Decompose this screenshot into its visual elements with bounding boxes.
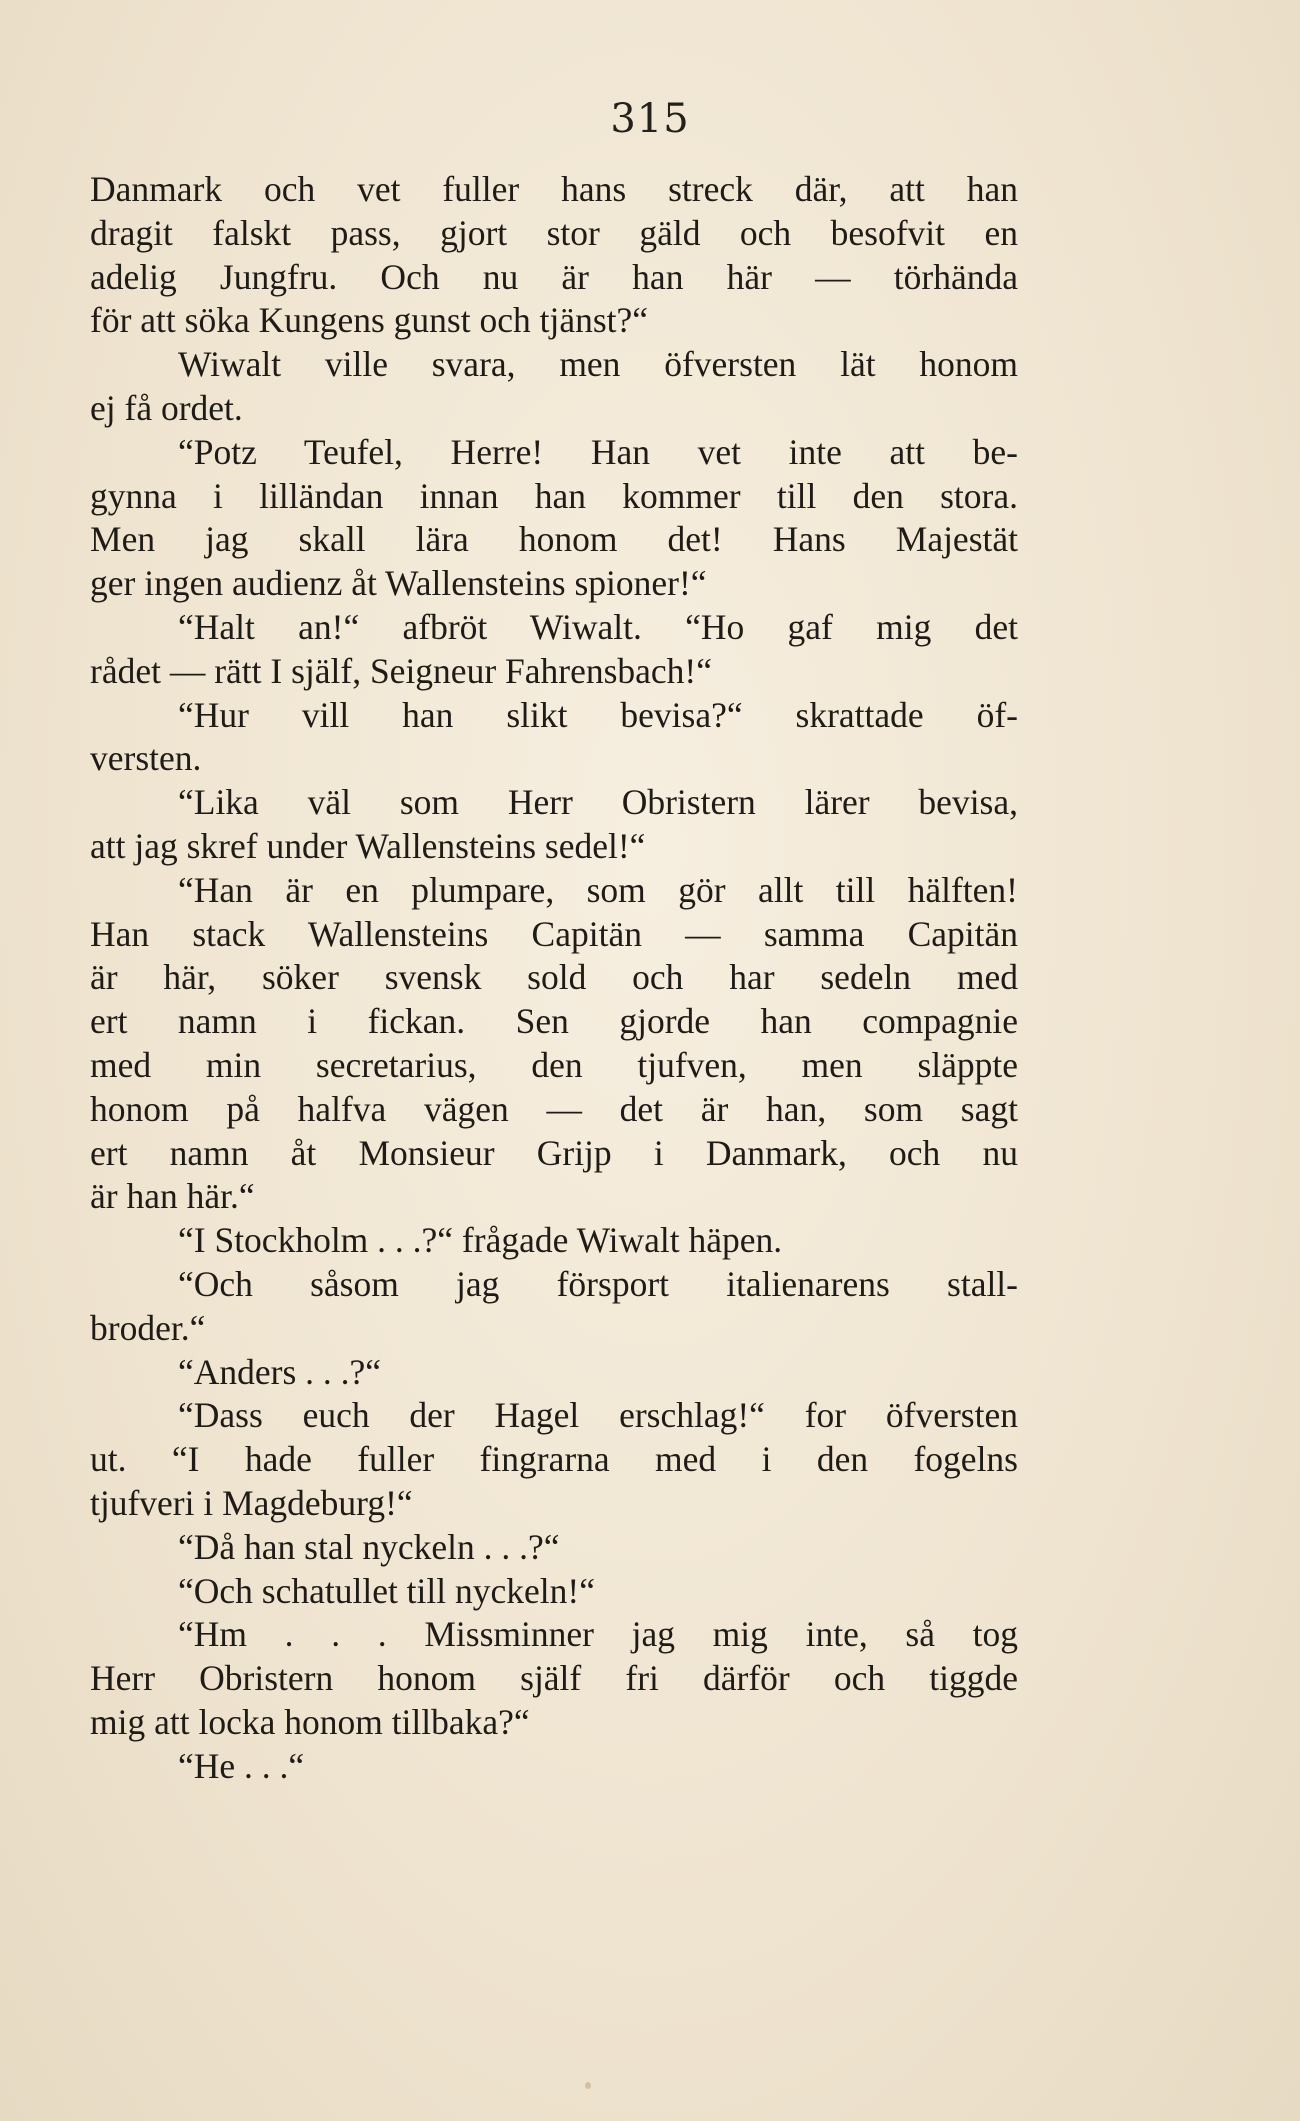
text-line: mig att locka honom tillbaka?“ (90, 1701, 530, 1742)
text-line: ger ingen audienz åt Wallensteins spioner!“ (90, 563, 707, 604)
text-line: gynna i lilländan innan han kommer till den stora. (90, 475, 1018, 516)
page-number: 315 (610, 96, 690, 142)
text-line: “I Stockholm . . .?“ frågade Wiwalt häpen. (178, 1220, 783, 1261)
text-line: ut. “I hade fuller fingrarna med i den fogelns (90, 1439, 1018, 1480)
text-line: “Då han stal nyckeln . . .?“ (178, 1526, 560, 1567)
body-text (90, 168, 1018, 1788)
text-line: rådet — rätt I själf, Seigneur Fahrensbach!“ (90, 650, 712, 691)
paper-stain (585, 2082, 591, 2089)
text-line: Men jag skall lära honom det! Hans Majestät (90, 519, 1018, 560)
text-line: ert namn i fickan. Sen gjorde han compagnie (90, 1001, 1018, 1042)
text-line: Wiwalt ville svara, men öfversten lät honom (178, 344, 1018, 385)
text-line: “Och schatullet till nyckeln!“ (178, 1570, 595, 1611)
text-line: versten. (90, 738, 202, 779)
text-line: adelig Jungfru. Och nu är han här — törhända (90, 256, 1018, 297)
text-line: Han stack Wallensteins Capitän — samma Capitän (90, 913, 1018, 954)
text-line: Herr Obristern honom själf fri därför och tiggde (90, 1658, 1018, 1699)
text-line: honom på halfva vägen — det är han, som sagt (90, 1088, 1018, 1129)
text-line: “Hur vill han slikt bevisa?“ skrattade öf- (178, 694, 1018, 735)
text-line: “Anders . . .?“ (178, 1351, 382, 1392)
text-line: med min secretarius, den tjufven, men släppte (90, 1044, 1018, 1085)
text-line: tjufveri i Magdeburg!“ (90, 1482, 413, 1523)
text-line: “Dass euch der Hagel erschlag!“ for öfversten (178, 1395, 1018, 1436)
text-line: “Han är en plumpare, som gör allt till hälften! (178, 869, 1018, 910)
text-line: för att söka Kungens gunst och tjänst?“ (90, 300, 649, 341)
text-line: är han här.“ (90, 1176, 255, 1217)
text-line: att jag skref under Wallensteins sedel!“ (90, 825, 646, 866)
text-line: ej få ordet. (90, 387, 243, 428)
text-line: Danmark och vet fuller hans streck där, att han (90, 169, 1018, 209)
text-line: “Och såsom jag försport italienarens stall- (178, 1263, 1018, 1304)
text-line: är här, söker svensk sold och har sedeln med (90, 957, 1018, 998)
text-line: “He . . .“ (178, 1745, 305, 1786)
text-line: ert namn åt Monsieur Grijp i Danmark, och nu (90, 1132, 1018, 1173)
text-line: “Lika väl som Herr Obristern lärer bevisa, (178, 782, 1018, 823)
text-line: “Hm . . . Missminner jag mig inte, så tog (178, 1614, 1018, 1655)
text-line: “Potz Teufel, Herre! Han vet inte att be- (178, 431, 1018, 472)
text-line: broder.“ (90, 1307, 206, 1348)
text-line: dragit falskt pass, gjort stor gäld och besofvit en (90, 212, 1018, 253)
text-line: “Halt an!“ afbröt Wiwalt. “Ho gaf mig det (178, 606, 1018, 647)
